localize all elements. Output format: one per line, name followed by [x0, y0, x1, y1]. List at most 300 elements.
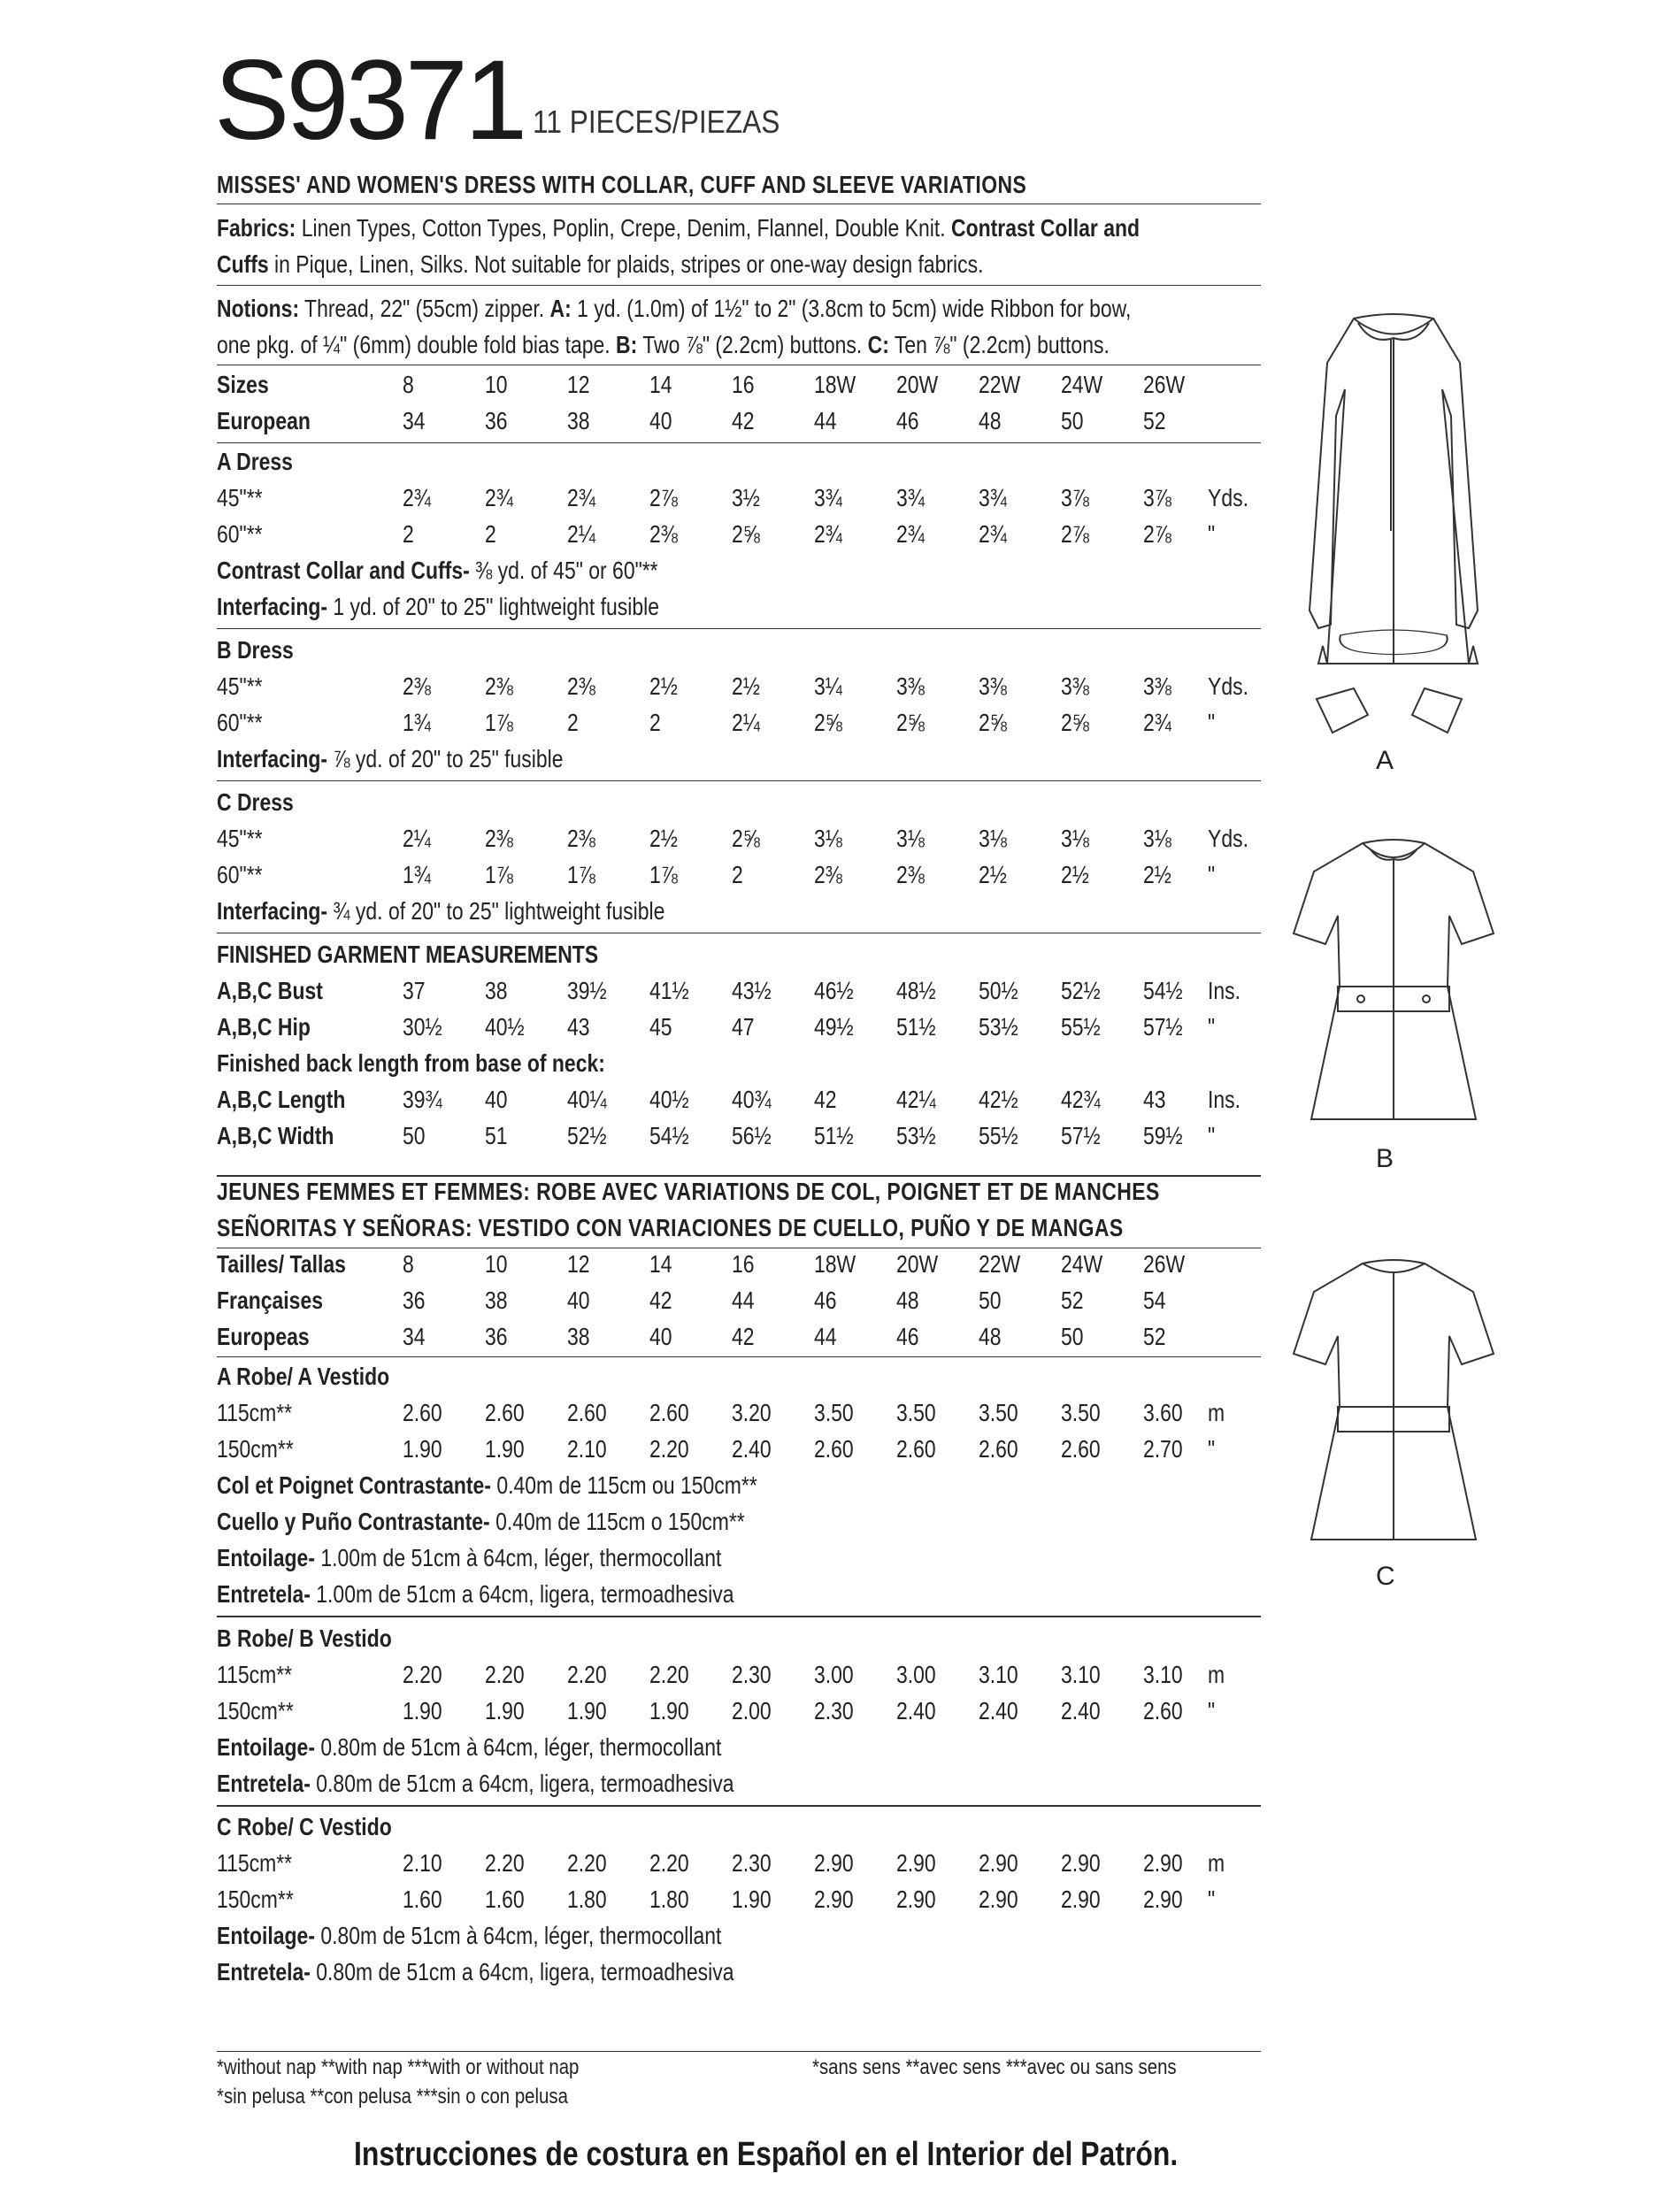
c-robe-title-text: C Robe/ C Vestido	[217, 1813, 392, 1840]
europeas-row	[0, 1322, 1265, 1352]
hip-row	[0, 1012, 1265, 1042]
tailles-row-cell: 14	[649, 1250, 672, 1278]
bust-row-cell: 41½	[649, 977, 689, 1004]
sizes-row-cell: 20W	[896, 371, 939, 398]
entoilage-text: 0.80m de 51cm à 64cm, léger, thermocollant	[314, 1733, 722, 1761]
entretela-label: Entretela-	[217, 1770, 311, 1797]
a-robe-150-row-cell: 1.90	[403, 1435, 442, 1463]
b-robe-150-row-cell: 2.40	[979, 1697, 1018, 1724]
b-robe-entoilage	[217, 1732, 721, 1763]
entretela-text: 0.80m de 51cm a 64cm, ligera, termoadhesiva	[310, 1770, 734, 1797]
length-row-cell: 42	[814, 1086, 837, 1113]
b-robe-115-row-cell: 3.00	[896, 1661, 936, 1688]
hip-row-cell: 51½	[896, 1013, 936, 1041]
b-robe-150-row-cell: 1.90	[485, 1697, 525, 1724]
b-dress-60-row-unit: "	[1208, 709, 1216, 736]
hip-row-cell: 55½	[1061, 1013, 1101, 1041]
c-robe-115-row-unit: m	[1208, 1849, 1225, 1877]
b-dress-interfacing	[217, 744, 563, 774]
c-dress-45-row-label: 45"**	[217, 825, 263, 852]
entretela-text: 1.00m de 51cm a 64cm, ligera, termoadhesiva	[310, 1580, 734, 1608]
back-length-text: Finished back length from base of neck:	[217, 1049, 605, 1077]
b-dress-45-row-cell: 3⅜	[896, 672, 925, 700]
european-row-cell: 36	[485, 407, 508, 434]
b-robe-115-row-cell: 3.10	[979, 1661, 1018, 1688]
a-dress-contrast	[217, 556, 658, 586]
entoilage-text: 1.00m de 51cm à 64cm, léger, thermocollant	[314, 1544, 722, 1571]
a-dress-60-row-cell: 2⅞	[1061, 520, 1089, 548]
c-dress-60-row-cell: 2⅜	[814, 861, 842, 888]
a-robe-115-row-cell: 2.60	[567, 1399, 607, 1426]
a-robe-col	[217, 1471, 757, 1501]
interfacing-label: Interfacing-	[217, 745, 328, 772]
hip-row-cell: 45	[649, 1013, 672, 1041]
view-c-neckline	[1363, 1263, 1425, 1272]
a-robe-115-row-cell: 2.60	[485, 1399, 525, 1426]
sizes-row-cell: 22W	[979, 371, 1021, 398]
c-dress-45-row-cell: 2¼	[403, 825, 431, 852]
b-dress-45-row-cell: 2½	[732, 672, 760, 700]
c-dress-60-row-cell: 1⅞	[485, 861, 513, 888]
francaises-row-cell: 52	[1061, 1286, 1084, 1314]
width-row-cell: 55½	[979, 1122, 1018, 1149]
hip-row-cell: 49½	[814, 1013, 854, 1041]
tailles-row	[0, 1249, 1265, 1279]
a-dress-title-text: A Dress	[217, 448, 293, 475]
contrast-text: ⅜ yd. of 45" or 60"**	[469, 557, 658, 584]
width-row-cell: 57½	[1061, 1122, 1101, 1149]
hip-row-cell: 53½	[979, 1013, 1018, 1041]
c-dress-45-row-cell: 2⅜	[485, 825, 513, 852]
b-robe-150-row-label: 150cm**	[217, 1697, 294, 1724]
divider	[217, 628, 1261, 629]
finished-title	[217, 940, 598, 970]
francaises-row-cell: 50	[979, 1286, 1002, 1314]
notions-a-text: 1 yd. (1.0m) of 1½" to 2" (3.8cm to 5cm) wide Ribbon for bow,	[571, 295, 1132, 322]
europeas-row-cell: 52	[1143, 1323, 1166, 1350]
a-robe-115-row-cell: 3.50	[979, 1399, 1018, 1426]
divider	[217, 285, 1261, 286]
b-robe-150-row	[0, 1696, 1265, 1726]
b-dress-45-row-cell: 3⅜	[1143, 672, 1171, 700]
europeas-row-cell: 44	[814, 1323, 837, 1350]
b-robe-entretela	[217, 1769, 733, 1799]
europeas-row-cell: 36	[485, 1323, 508, 1350]
a-robe-150-row	[0, 1434, 1265, 1464]
b-robe-150-row-cell: 1.90	[567, 1697, 607, 1724]
bust-row-cell: 37	[403, 977, 426, 1004]
notions-b-label: B:	[616, 331, 638, 358]
fabrics-line-2	[217, 250, 983, 280]
sizes-row-cell: 26W	[1143, 371, 1186, 398]
b-dress-45-row-cell: 2⅜	[403, 672, 431, 700]
b-dress-title	[217, 635, 294, 665]
entretela-text: 0.80m de 51cm a 64cm, ligera, termoadhesiva	[310, 1958, 734, 1985]
c-robe-150-row-cell: 2.90	[1143, 1886, 1183, 1913]
a-dress-60-row-cell: 2⅞	[1143, 520, 1171, 548]
b-robe-115-row-cell: 3.00	[814, 1661, 854, 1688]
length-row-cell: 40¼	[567, 1086, 607, 1113]
a-robe-cuello	[217, 1507, 745, 1537]
tailles-row-cell: 26W	[1143, 1250, 1186, 1278]
c-robe-115-row-label: 115cm**	[217, 1849, 293, 1877]
hip-row-unit: "	[1208, 1013, 1216, 1041]
tailles-row-cell: 18W	[814, 1250, 856, 1278]
bust-row-cell: 46½	[814, 977, 854, 1004]
b-robe-115-row-cell: 3.10	[1061, 1661, 1101, 1688]
back-length-note	[217, 1048, 605, 1079]
length-row-cell: 42¼	[896, 1086, 936, 1113]
c-robe-150-row-unit: "	[1208, 1886, 1216, 1913]
b-robe-150-row-cell: 2.00	[732, 1697, 772, 1724]
b-dress-title-text: B Dress	[217, 636, 294, 664]
bust-row-cell: 43½	[732, 977, 772, 1004]
francaises-row-cell: 38	[485, 1286, 508, 1314]
sizes-row-label: Sizes	[217, 371, 269, 398]
bust-row-cell: 54½	[1143, 977, 1183, 1004]
b-dress-60-row-cell: 1⅞	[485, 709, 513, 736]
sizes-row-cell: 14	[649, 371, 672, 398]
a-dress-45-row-cell: 3⅞	[1143, 484, 1171, 511]
europeas-row-cell: 48	[979, 1323, 1002, 1350]
footnote-english: *without nap **with nap ***with or without nap	[217, 2055, 580, 2079]
b-dress-45-row-label: 45"**	[217, 672, 263, 700]
c-dress-45-row-cell: 2⅝	[732, 825, 760, 852]
c-dress-title-text: C Dress	[217, 788, 294, 816]
b-dress-60-row-label: 60"**	[217, 709, 263, 736]
c-robe-115-row-cell: 2.20	[649, 1849, 689, 1877]
c-robe-150-row-cell: 2.90	[1061, 1886, 1101, 1913]
a-robe-115-row-cell: 3.20	[732, 1399, 772, 1426]
tailles-row-cell: 16	[732, 1250, 755, 1278]
c-dress-60-row-cell: 2⅜	[896, 861, 925, 888]
view-b-label: B	[1376, 1144, 1394, 1173]
contrast-label: Contrast Collar and	[950, 214, 1141, 242]
footnote-divider	[217, 2051, 1261, 2052]
a-dress-60-row	[0, 519, 1265, 549]
c-dress-45-row-cell: 3⅛	[979, 825, 1007, 852]
entoilage-label: Entoilage-	[217, 1733, 315, 1761]
francaises-row-cell: 44	[732, 1286, 755, 1314]
european-row-cell: 46	[896, 407, 919, 434]
c-dress-60-row-cell: 1¾	[403, 861, 431, 888]
a-dress-60-row-cell: 2¾	[979, 520, 1007, 548]
bust-row	[0, 976, 1265, 1006]
c-robe-150-row-cell: 1.90	[732, 1886, 772, 1913]
length-row	[0, 1085, 1265, 1115]
finished-title-text: FINISHED GARMENT MEASUREMENTS	[217, 941, 599, 968]
length-row-cell: 42¾	[1061, 1086, 1101, 1113]
view-a-cuff-left	[1317, 688, 1368, 733]
european-row-cell: 50	[1061, 407, 1084, 434]
c-robe-115-row-cell: 2.30	[732, 1849, 772, 1877]
c-robe-115-row-cell: 2.90	[1143, 1849, 1183, 1877]
b-dress-45-row	[0, 672, 1265, 702]
a-robe-115-row-unit: m	[1208, 1399, 1225, 1426]
european-row-cell: 42	[732, 407, 755, 434]
notions-line-2	[217, 330, 1110, 360]
a-dress-45-row-cell: 2¾	[485, 484, 513, 511]
c-dress-60-row-label: 60"**	[217, 861, 263, 888]
fabrics-label: Fabrics:	[217, 214, 296, 242]
sizes-row-cell: 10	[485, 371, 508, 398]
c-robe-115-row-cell: 2.90	[896, 1849, 936, 1877]
view-a-sketch	[1292, 310, 1495, 752]
a-robe-150-row-cell: 2.10	[567, 1435, 607, 1463]
francaises-row-cell: 48	[896, 1286, 919, 1314]
interfacing-text: ⅞ yd. of 20" to 25" fusible	[327, 745, 564, 772]
b-dress-60-row	[0, 708, 1265, 738]
a-dress-45-row-cell: 2¾	[403, 484, 431, 511]
b-dress-60-row-cell: 2¾	[1143, 709, 1171, 736]
c-dress-45-row	[0, 824, 1265, 854]
length-row-cell: 40½	[649, 1086, 689, 1113]
a-dress-60-row-cell: 2	[485, 520, 496, 548]
bust-row-cell: 38	[485, 977, 508, 1004]
pattern-number: S9371	[214, 37, 525, 164]
c-robe-150-row	[0, 1885, 1265, 1915]
tailles-row-cell: 24W	[1061, 1250, 1103, 1278]
divider	[217, 780, 1261, 781]
european-row-cell: 44	[814, 407, 837, 434]
b-robe-150-row-cell: 2.60	[1143, 1697, 1183, 1724]
a-robe-entoilage	[217, 1543, 721, 1573]
european-row-cell: 52	[1143, 407, 1166, 434]
a-robe-150-row-cell: 2.40	[732, 1435, 772, 1463]
b-dress-45-row-cell: 3⅜	[979, 672, 1007, 700]
contrast-label: Contrast Collar and Cuffs-	[217, 557, 470, 584]
length-row-cell: 40	[485, 1086, 508, 1113]
width-row-cell: 52½	[567, 1122, 607, 1149]
b-dress-45-row-cell: 3⅜	[1061, 672, 1089, 700]
hip-row-cell: 43	[567, 1013, 590, 1041]
sizes-row-cell: 18W	[814, 371, 856, 398]
francaises-row-cell: 42	[649, 1286, 672, 1314]
b-dress-60-row-cell: 2⅝	[979, 709, 1007, 736]
a-robe-entretela	[217, 1579, 733, 1609]
a-robe-150-row-cell: 1.90	[485, 1435, 525, 1463]
c-robe-entoilage	[217, 1921, 721, 1951]
footnote-french: *sans sens **avec sens ***avec ou sans sens	[812, 2055, 1177, 2079]
b-dress-45-row-cell: 2⅜	[567, 672, 595, 700]
european-row-cell: 34	[403, 407, 426, 434]
a-robe-150-row-cell: 2.60	[814, 1435, 854, 1463]
c-dress-45-row-cell: 3⅛	[1061, 825, 1089, 852]
c-robe-115-row-cell: 2.90	[814, 1849, 854, 1877]
a-dress-45-row-cell: 3¾	[814, 484, 842, 511]
width-row	[0, 1121, 1265, 1151]
c-robe-150-row-label: 150cm**	[217, 1886, 294, 1913]
b-robe-title	[217, 1624, 392, 1654]
a-dress-60-row-cell: 2⅜	[649, 520, 678, 548]
c-dress-interfacing	[217, 896, 664, 926]
c-robe-150-row-cell: 1.80	[649, 1886, 689, 1913]
a-dress-60-row-cell: 2¾	[896, 520, 925, 548]
tailles-row-cell: 22W	[979, 1250, 1021, 1278]
francaises-row-cell: 40	[567, 1286, 590, 1314]
a-robe-150-row-cell: 2.70	[1143, 1435, 1183, 1463]
b-robe-150-row-cell: 2.40	[896, 1697, 936, 1724]
a-robe-115-row	[0, 1398, 1265, 1428]
c-dress-60-row-cell: 1⅞	[649, 861, 678, 888]
c-dress-45-row-cell: 2⅜	[567, 825, 595, 852]
b-dress-60-row-cell: 2⅝	[1061, 709, 1089, 736]
c-robe-115-row	[0, 1848, 1265, 1878]
a-robe-115-row-cell: 2.60	[403, 1399, 442, 1426]
notions-c-text: Ten ⅞" (2.2cm) buttons.	[888, 331, 1110, 358]
c-robe-title	[217, 1812, 392, 1842]
c-robe-115-row-cell: 2.90	[979, 1849, 1018, 1877]
length-row-cell: 39¾	[403, 1086, 442, 1113]
c-robe-150-row-cell: 2.90	[979, 1886, 1018, 1913]
francaises-row-cell: 54	[1143, 1286, 1166, 1314]
divider	[217, 1616, 1261, 1617]
view-c-label: C	[1376, 1562, 1395, 1591]
fabrics-text-1: Linen Types, Cotton Types, Poplin, Crepe, Denim, Flannel, Double Knit.	[296, 214, 951, 242]
notions-label: Notions:	[217, 295, 300, 322]
c-dress-60-row-cell: 2½	[1143, 861, 1171, 888]
col-text: 0.40m de 115cm ou 150cm**	[490, 1471, 757, 1499]
bust-row-cell: 52½	[1061, 977, 1101, 1004]
b-dress-60-row-cell: 1¾	[403, 709, 431, 736]
a-dress-45-row-cell: 3¾	[979, 484, 1007, 511]
tailles-row-label: Tailles/ Tallas	[217, 1250, 346, 1278]
francaises-row-label: Françaises	[217, 1286, 323, 1314]
pieces-count: 11 PIECES/PIEZAS	[533, 104, 780, 140]
b-robe-115-row-cell: 2.20	[649, 1661, 689, 1688]
a-robe-115-row-cell: 3.50	[1061, 1399, 1101, 1426]
cuello-text: 0.40m de 115cm o 150cm**	[489, 1508, 745, 1535]
europeas-row-label: Europeas	[217, 1323, 310, 1350]
divider	[217, 442, 1261, 443]
a-dress-45-row-cell: 2⅞	[649, 484, 678, 511]
tailles-row-cell: 8	[403, 1250, 414, 1278]
c-dress-45-row-cell: 2½	[649, 825, 678, 852]
interfacing-text: ¾ yd. of 20" to 25" lightweight fusible	[327, 897, 665, 925]
tailles-row-cell: 12	[567, 1250, 590, 1278]
view-c-sketch	[1292, 1256, 1495, 1548]
c-dress-60-row-cell: 2	[732, 861, 743, 888]
a-robe-150-row-label: 150cm**	[217, 1435, 294, 1463]
width-row-label: A,B,C Width	[217, 1122, 334, 1149]
cuello-label: Cuello y Puño Contrastante-	[217, 1508, 490, 1535]
b-dress-60-row-cell: 2	[649, 709, 661, 736]
francaises-row-cell: 46	[814, 1286, 837, 1314]
europeas-row-cell: 38	[567, 1323, 590, 1350]
width-row-cell: 51½	[814, 1122, 854, 1149]
hip-row-cell: 47	[732, 1013, 755, 1041]
a-robe-150-row-cell: 2.60	[896, 1435, 936, 1463]
b-robe-115-row-cell: 2.20	[403, 1661, 442, 1688]
a-dress-60-row-unit: "	[1208, 520, 1216, 548]
a-dress-45-row-label: 45"**	[217, 484, 263, 511]
c-dress-60-row	[0, 860, 1265, 890]
b-dress-45-row-unit: Yds.	[1208, 672, 1248, 700]
a-dress-45-row-cell: 3½	[732, 484, 760, 511]
a-dress-60-row-cell: 2¼	[567, 520, 595, 548]
width-row-cell: 50	[403, 1122, 426, 1149]
bust-row-cell: 48½	[896, 977, 936, 1004]
a-dress-45-row-cell: 3¾	[896, 484, 925, 511]
european-row	[0, 406, 1265, 436]
c-dress-45-row-cell: 3⅛	[1143, 825, 1171, 852]
b-dress-60-row-cell: 2⅝	[896, 709, 925, 736]
spanish-title: SEÑORITAS Y SEÑORAS: VESTIDO CON VARIACIONES DE CUELLO, PUÑO Y DE MANGAS	[217, 1214, 1124, 1241]
hip-row-label: A,B,C Hip	[217, 1013, 311, 1041]
european-row-cell: 40	[649, 407, 672, 434]
b-robe-150-row-cell: 1.90	[403, 1697, 442, 1724]
sizes-row-cell: 16	[732, 371, 755, 398]
c-dress-60-row-cell: 2½	[1061, 861, 1089, 888]
a-dress-45-row	[0, 483, 1265, 513]
b-dress-60-row-cell: 2⅝	[814, 709, 842, 736]
notions-c-label: C:	[867, 331, 889, 358]
b-robe-115-row	[0, 1660, 1265, 1690]
c-robe-115-row-cell: 2.20	[567, 1849, 607, 1877]
b-robe-115-row-label: 115cm**	[217, 1661, 293, 1688]
europeas-row-cell: 40	[649, 1323, 672, 1350]
fabrics-text-2: in Pique, Linen, Silks. Not suitable for plaids, stripes or one-way design fabrics.	[268, 250, 984, 278]
b-robe-115-row-cell: 2.30	[732, 1661, 772, 1688]
b-robe-150-row-unit: "	[1208, 1697, 1216, 1724]
c-dress-45-row-unit: Yds.	[1208, 825, 1248, 852]
a-robe-115-row-cell: 2.60	[649, 1399, 689, 1426]
b-dress-60-row-cell: 2	[567, 709, 579, 736]
a-robe-150-row-cell: 2.20	[649, 1435, 689, 1463]
europeas-row-cell: 42	[732, 1323, 755, 1350]
width-row-cell: 51	[485, 1122, 508, 1149]
europeas-row-cell: 34	[403, 1323, 426, 1350]
bust-row-cell: 39½	[567, 977, 607, 1004]
divider	[217, 1805, 1261, 1807]
a-dress-60-row-cell: 2¾	[814, 520, 842, 548]
width-row-unit: "	[1208, 1122, 1216, 1149]
b-robe-115-row-unit: m	[1208, 1661, 1225, 1688]
b-dress-45-row-cell: 2⅜	[485, 672, 513, 700]
french-title: JEUNES FEMMES ET FEMMES: ROBE AVEC VARIATIONS DE COL, POIGNET ET DE MANCHES	[217, 1178, 1160, 1205]
entoilage-label: Entoilage-	[217, 1922, 315, 1949]
a-robe-150-row-cell: 2.60	[1061, 1435, 1101, 1463]
a-dress-45-row-cell: 2¾	[567, 484, 595, 511]
notions-a-label: A:	[549, 295, 572, 322]
length-row-cell: 40¾	[732, 1086, 772, 1113]
notions-line-1	[217, 294, 1131, 324]
entoilage-label: Entoilage-	[217, 1544, 315, 1571]
entretela-label: Entretela-	[217, 1958, 311, 1985]
a-robe-150-row-cell: 2.60	[979, 1435, 1018, 1463]
european-row-label: European	[217, 407, 311, 434]
c-robe-150-row-cell: 1.80	[567, 1886, 607, 1913]
notions-text-2: one pkg. of ¼" (6mm) double fold bias tape.	[217, 331, 617, 358]
european-row-cell: 48	[979, 407, 1002, 434]
sizes-row	[0, 370, 1265, 400]
c-robe-150-row-cell: 2.90	[896, 1886, 936, 1913]
tailles-row-cell: 10	[485, 1250, 508, 1278]
a-robe-title-text: A Robe/ A Vestido	[217, 1363, 390, 1390]
bust-row-unit: Ins.	[1208, 977, 1241, 1004]
sizes-row-cell: 8	[403, 371, 414, 398]
view-b-sketch	[1292, 836, 1495, 1128]
b-dress-45-row-cell: 3¼	[814, 672, 842, 700]
length-row-cell: 42½	[979, 1086, 1018, 1113]
a-robe-150-row-unit: "	[1208, 1435, 1216, 1463]
bust-row-label: A,B,C Bust	[217, 977, 323, 1004]
spanish-instructions-note: Instrucciones de costura en Español en el Interior del Patrón.	[354, 2136, 1179, 2173]
view-a-cuff-right	[1412, 688, 1462, 733]
notions-b-text: Two ⅞" (2.2cm) buttons.	[637, 331, 868, 358]
c-robe-150-row-cell: 1.60	[403, 1886, 442, 1913]
c-robe-150-row-cell: 1.60	[485, 1886, 525, 1913]
